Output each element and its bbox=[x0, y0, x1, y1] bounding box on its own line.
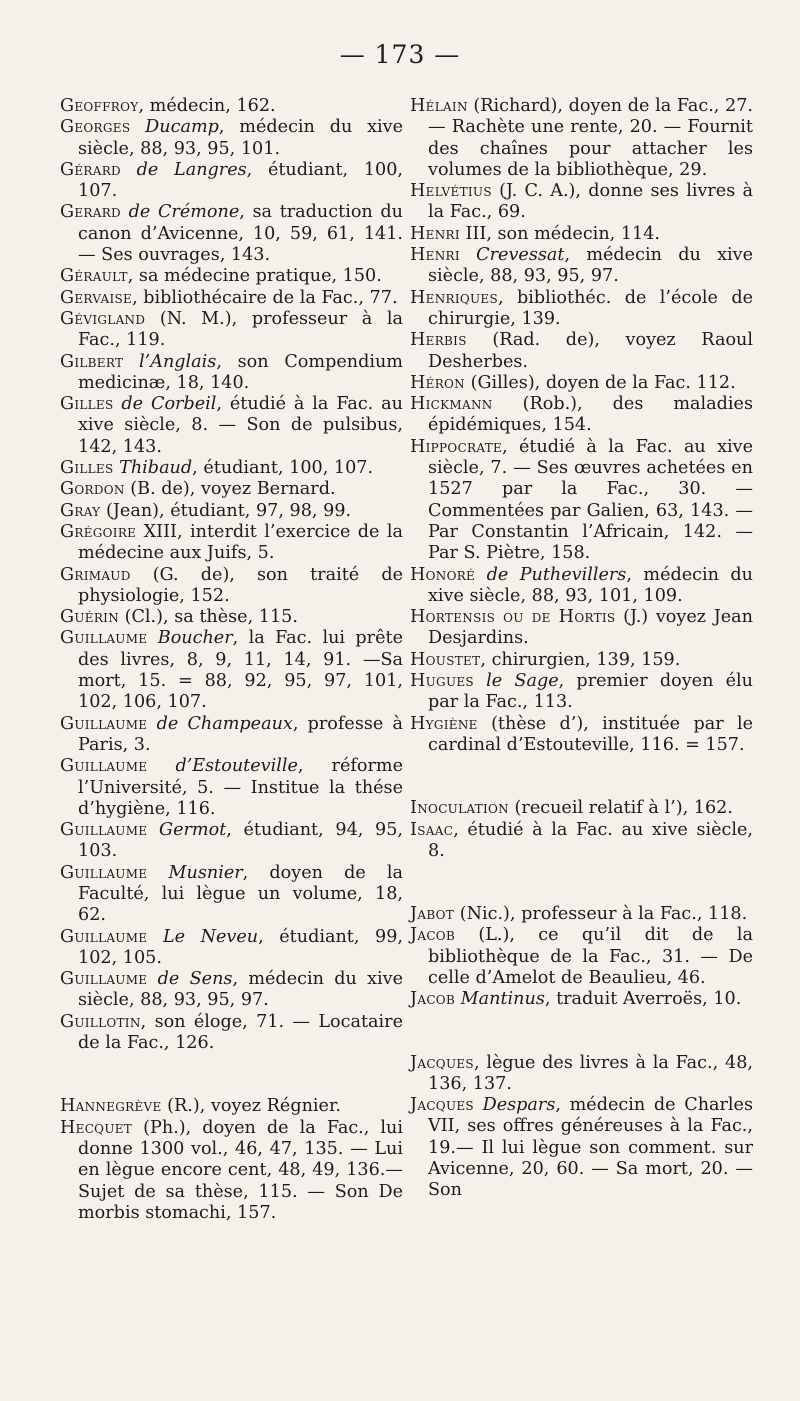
entry-qualifier: de Puthevillers bbox=[475, 564, 627, 585]
entry-text: (L.), ce qu’il dit de la bibliothèque de la Fac., 31. — De celle d’Amelot de Beaulieu, 46. bbox=[428, 925, 753, 988]
index-entry bbox=[410, 714, 753, 757]
index-entry bbox=[60, 266, 403, 287]
entry-text: , traduit Averroës, 10. bbox=[544, 989, 742, 1010]
entry-text: , médecin, 162. bbox=[138, 96, 276, 116]
entry-name: Jabot bbox=[410, 904, 455, 925]
entry-name: Guillaume bbox=[60, 926, 148, 947]
index-entry bbox=[60, 394, 403, 458]
entry-text: (J. C. A.), donne ses livres à la Fac., 69. bbox=[428, 181, 753, 223]
entry-name: Gervaise bbox=[60, 287, 133, 308]
entry-qualifier: de Crémone bbox=[120, 202, 240, 223]
index-entry bbox=[410, 224, 753, 245]
entry-qualifier: d’Estouteville bbox=[147, 756, 298, 777]
entry-name: Geoffroy bbox=[60, 96, 139, 116]
entry-name: Gérault bbox=[60, 266, 128, 287]
index-entry bbox=[410, 650, 753, 671]
entry-name: Hippocrate bbox=[410, 436, 503, 457]
entry-name: Inoculation bbox=[410, 798, 509, 819]
entry-text: (J.) voyez Jean Desjardins. bbox=[428, 607, 753, 649]
entry-name: Honoré bbox=[410, 564, 476, 585]
entry-name: Herbis bbox=[410, 330, 467, 351]
entry-name: Jacques bbox=[410, 1095, 474, 1116]
entry-text: (G. de), son traité de physiologie, 152. bbox=[78, 564, 403, 606]
index-entry bbox=[60, 288, 403, 309]
entry-name: Hugues bbox=[410, 671, 474, 692]
entry-text: (Gilles), doyen de la Fac. 112. bbox=[464, 372, 736, 393]
index-entry bbox=[410, 394, 753, 437]
entry-text: , lègue des livres à la Fac., 48, 136, 137. bbox=[428, 1052, 753, 1094]
entry-qualifier: Le Neveu bbox=[147, 926, 259, 947]
entry-text: , étudié à la Fac. au xive siècle, 7. — Ses œuvres achetées en 1527 par la Fac., 30. — Commentées par Galien, 63, 143. — Par Constantin l’Africain, 142. — Par S. Piètre, 158. bbox=[428, 436, 753, 564]
entry-name: Guillaume bbox=[60, 756, 148, 777]
index-entry bbox=[60, 714, 403, 757]
entry-qualifier: Despars bbox=[473, 1095, 556, 1116]
entry-name: Isaac bbox=[410, 819, 454, 840]
index-entry bbox=[410, 1053, 753, 1096]
index-column-right bbox=[410, 96, 753, 1202]
index-entry bbox=[60, 479, 403, 500]
index-entry bbox=[410, 904, 753, 925]
entry-qualifier: Boucher bbox=[147, 628, 233, 649]
index-entry bbox=[60, 160, 403, 203]
index-entry bbox=[60, 756, 403, 820]
entry-name: Gilles bbox=[60, 394, 114, 415]
entry-text: , médecin du xive siècle, 88, 93, 95, 97. bbox=[428, 245, 753, 287]
entry-text: (Rob.), des maladies épidémiques, 154. bbox=[428, 394, 753, 436]
entry-name: Gilbert bbox=[60, 351, 124, 372]
index-entry bbox=[410, 607, 753, 650]
entry-name: Grimaud bbox=[60, 564, 131, 585]
entry-name: Jacques bbox=[410, 1052, 474, 1073]
entry-text: , sa médecine pratique, 150. bbox=[127, 266, 382, 287]
entry-text: , médecin de Charles VII, ses offres généreuses à la Fac., 19.— Il lui lègue son comment. sur Avicenne, 20, 60. — Sa mort, 20. — Son bbox=[428, 1095, 753, 1201]
entry-text: , doyen de la Faculté, lui lègue un volume, 18, 62. bbox=[78, 862, 403, 926]
index-entry bbox=[410, 330, 753, 373]
index-entry bbox=[60, 969, 403, 1012]
entry-name: Gérard bbox=[60, 159, 121, 180]
entry-text: (B. de), voyez Bernard. bbox=[124, 479, 336, 500]
index-entry bbox=[60, 458, 403, 479]
index-entry bbox=[410, 820, 753, 863]
index-entry bbox=[410, 798, 753, 819]
entry-text: , premier doyen élu par la Fac., 113. bbox=[428, 671, 753, 713]
index-entry bbox=[410, 245, 753, 288]
entry-qualifier: Crevessat bbox=[459, 245, 565, 266]
entry-text: , la Fac. lui prête des livres, 8, 9, 11, 14, 91. —Sa mort, 15. = 88, 92, 95, 97, 101, 102, 106, 107. bbox=[78, 628, 403, 713]
entry-name: Guillaume bbox=[60, 628, 148, 649]
entry-qualifier: de Champeaux bbox=[147, 713, 293, 734]
entry-qualifier: l’Anglais bbox=[123, 351, 217, 372]
index-entry bbox=[410, 989, 753, 1010]
index-entry bbox=[410, 437, 753, 565]
entry-name: Gilles bbox=[60, 458, 114, 479]
index-entry bbox=[60, 927, 403, 970]
entry-text: , étudiant, 99, 102, 105. bbox=[78, 926, 403, 968]
entry-name: Henriques bbox=[410, 287, 499, 308]
entry-name: Grégoire bbox=[60, 521, 137, 542]
index-entry bbox=[410, 565, 753, 608]
entry-qualifier: Ducamp bbox=[130, 117, 219, 138]
entry-name: Gordon bbox=[60, 479, 125, 500]
index-entry bbox=[60, 1012, 403, 1055]
index-entry bbox=[410, 1095, 753, 1201]
entry-name: Henri bbox=[410, 223, 460, 244]
entry-name: Guillaume bbox=[60, 862, 148, 883]
entry-name: Hannegrève bbox=[60, 1096, 162, 1117]
index-entry bbox=[60, 863, 403, 927]
entry-text: (thèse d’), instituée par le cardinal d’Estouteville, 116. = 157. bbox=[428, 713, 753, 755]
entry-text: , médecin du xive siècle, 88, 93, 95, 101. bbox=[78, 117, 403, 159]
entry-text: (Jean), étudiant, 97, 98, 99. bbox=[100, 500, 352, 521]
index-entry bbox=[410, 181, 753, 224]
index-entry bbox=[410, 925, 753, 989]
entry-name: Hecquet bbox=[60, 1117, 133, 1138]
entry-name: Héron bbox=[410, 372, 465, 393]
entry-name: Guillaume bbox=[60, 820, 148, 841]
entry-text: , sa traduction du canon d’Avicenne, 10, 59, 61, 141. — Ses ouvrages, 143. bbox=[78, 202, 403, 266]
entry-text: , bibliothéc. de l’école de chirurgie, 139. bbox=[428, 287, 753, 329]
entry-text: , étudié à la Fac. au xive siècle, 8. — Son de pulsibus, 142, 143. bbox=[78, 394, 403, 457]
entry-name: Guillaume bbox=[60, 713, 148, 734]
entry-text: , étudiant, 100, 107. bbox=[78, 159, 404, 202]
entry-name: Helvétius bbox=[410, 181, 492, 202]
entry-name: Jacob bbox=[410, 925, 456, 946]
entry-text: , étudié à la Fac. au xive siècle, 8. bbox=[428, 819, 753, 861]
entry-text: XIII, interdit l’exercice de la médecine aux Juifs, 5. bbox=[78, 521, 403, 564]
entry-name: Gerard bbox=[60, 202, 121, 223]
entry-text: (N. M.), professeur à la Fac., 119. bbox=[78, 308, 403, 351]
entry-name: Georges bbox=[60, 117, 131, 138]
index-entry bbox=[60, 352, 403, 395]
entry-qualifier: Thibaud bbox=[113, 458, 193, 479]
index-entry bbox=[60, 202, 403, 266]
entry-name: Henri bbox=[410, 245, 460, 266]
index-entry bbox=[60, 820, 403, 863]
entry-name: Guérin bbox=[60, 607, 120, 628]
entry-qualifier: de Langres bbox=[120, 159, 247, 180]
index-entry bbox=[60, 1096, 403, 1117]
entry-text: , chirurgien, 139, 159. bbox=[480, 649, 681, 670]
entry-text: (Ph.), doyen de la Fac., lui donne 1300 vol., 46, 47, 135. — Lui en lègue encore cent, 48, 49, 136.—Sujet de sa thèse, 115. — Son De morbis stomachi, 157. bbox=[78, 1117, 403, 1223]
index-entry bbox=[60, 607, 403, 628]
entry-name: Jacob bbox=[410, 989, 456, 1010]
entry-text: (recueil relatif à l’), 162. bbox=[508, 798, 733, 819]
index-entry bbox=[60, 1118, 403, 1224]
index-entry bbox=[60, 628, 403, 713]
index-entry bbox=[60, 522, 403, 565]
entry-text: , professe à Paris, 3. bbox=[78, 713, 403, 755]
index-entry bbox=[60, 96, 403, 117]
entry-text: (Richard), doyen de la Fac., 27. — Rachète une rente, 20. — Fournit des chaînes pour attacher les volumes de la bibliothèque, 29. bbox=[428, 96, 753, 180]
entry-name: Hortensis ou de Hortis bbox=[410, 607, 616, 628]
entry-name: Gévigland bbox=[60, 308, 146, 329]
entry-qualifier: de Sens bbox=[147, 969, 233, 990]
entry-text: , médecin du xive siècle, 88, 93, 95, 97. bbox=[78, 969, 403, 1011]
entry-qualifier: Musnier bbox=[147, 862, 243, 883]
entry-name: Hélain bbox=[410, 96, 468, 116]
index-entry bbox=[60, 309, 403, 352]
entry-name: Hygiène bbox=[410, 713, 478, 734]
entry-name: Guillotin bbox=[60, 1011, 141, 1032]
entry-text: , étudiant, 94, 95, 103. bbox=[78, 820, 403, 862]
index-entry bbox=[410, 96, 753, 181]
entry-text: , bibliothécaire de la Fac., 77. bbox=[132, 287, 398, 308]
page-number: — 173 — bbox=[339, 40, 461, 69]
index-entry bbox=[60, 117, 403, 160]
entry-text: , son Compendium medicinæ, 18, 140. bbox=[78, 351, 403, 393]
index-entry bbox=[410, 288, 753, 331]
index-entry bbox=[410, 373, 753, 394]
entry-text: , étudiant, 100, 107. bbox=[192, 458, 374, 479]
entry-text: (Rad. de), voyez Raoul Desherbes. bbox=[428, 330, 753, 372]
entry-text: (Cl.), sa thèse, 115. bbox=[119, 607, 298, 628]
entry-name: Houstet bbox=[410, 649, 481, 670]
entry-text: , médecin du xive siècle, 88, 93, 101, 109. bbox=[428, 564, 753, 606]
entry-qualifier: le Sage bbox=[473, 671, 559, 692]
index-entry bbox=[60, 501, 403, 522]
entry-text: (Nic.), professeur à la Fac., 118. bbox=[454, 904, 748, 925]
entry-qualifier: Germot bbox=[147, 820, 227, 841]
entry-name: Guillaume bbox=[60, 969, 148, 990]
entry-qualifier: de Corbeil bbox=[113, 394, 217, 415]
index-entry bbox=[60, 565, 403, 608]
index-entry bbox=[410, 671, 753, 714]
entry-qualifier: Mantinus bbox=[455, 989, 545, 1010]
entry-name: Gray bbox=[60, 500, 101, 521]
entry-name: Hickmann bbox=[410, 394, 493, 415]
entry-text: , réforme l’Université, 5. — Institue la thése d’hygiène, 116. bbox=[78, 756, 403, 819]
entry-text: (R.), voyez Régnier. bbox=[161, 1096, 342, 1117]
index-column-left bbox=[60, 96, 403, 1224]
entry-text: III, son médecin, 114. bbox=[459, 223, 661, 244]
entry-text: , son éloge, 71. — Locataire de la Fac., 126. bbox=[78, 1011, 403, 1054]
